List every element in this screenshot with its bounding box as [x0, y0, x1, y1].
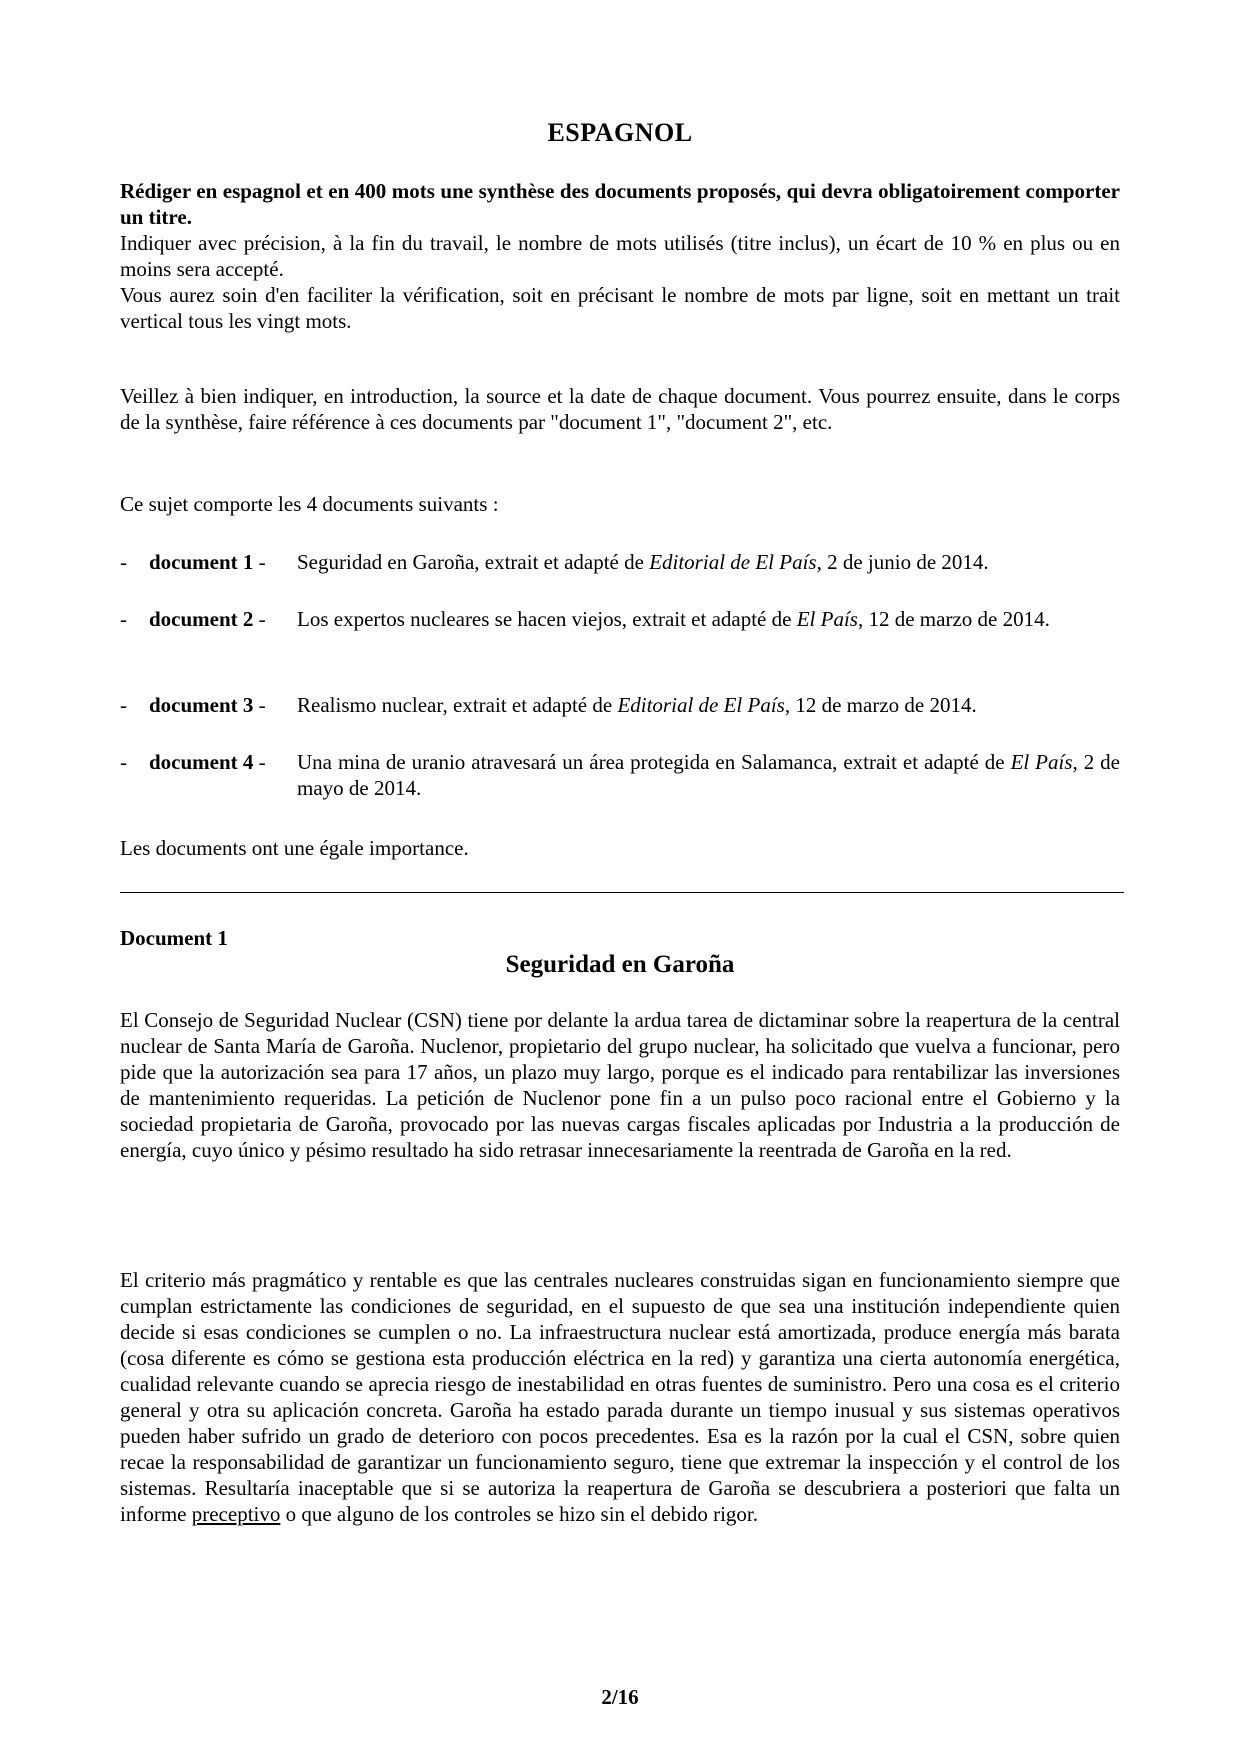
instruction-word-count: Indiquer avec précision, à la fin du travail, le nombre de mots utilisés (titre inclus), un écart de 10 % en plus ou en moins sera accepté. — [120, 231, 1120, 281]
instructions-block — [120, 178, 1120, 334]
closing-note-text: Les documents ont une égale importance. — [120, 836, 469, 860]
list-dash: - — [120, 550, 127, 574]
instruction-sources-text: Veillez à bien indiquer, en introduction, la source et la date de chaque document. Vous pourrez ensuite, dans le corps de la synthèse, faire référence à ces documents par "document 1", "document 2", etc. — [120, 384, 1120, 434]
list-item — [120, 549, 1120, 575]
list-item-text: Realismo nuclear, extrait et adapté de Editorial de El País, 12 de marzo de 2014. — [297, 693, 977, 717]
list-item-label: document 1 - — [149, 550, 266, 574]
list-item-text: Seguridad en Garoña, extrait et adapté de Editorial de El País, 2 de junio de 2014. — [297, 550, 989, 574]
list-item-text: Una mina de uranio atravesará un área protegida en Salamanca, extrait et adapté de El País, 2 de mayo de 2014. — [297, 750, 1120, 800]
source-name: El País — [1010, 750, 1073, 774]
list-item — [120, 606, 1120, 632]
article-title: Seguridad en Garoña — [505, 951, 735, 978]
underlined-word: preceptivo — [191, 1502, 281, 1526]
page-heading: ESPAGNOL — [547, 118, 693, 147]
article-paragraph-1-text: El Consejo de Seguridad Nuclear (CSN) tiene por delante la ardua tarea de dictaminar sobre la reapertura de la central nuclear de Santa María de Garoña. Nuclenor, propietario del grupo nuclear, ha solicitado que vuelva a funcionar, pero pide que la autorización sea para 17 años, un plazo muy largo, porque es el indicado para rentabilizar las inversiones de mantenimiento requeridas. La petición de Nuclenor pone fin a un pulso poco racional entre el Gobierno y la sociedad propietaria de Garoña, provocado por las nuevas cargas fiscales aplicadas por Industria a la producción de energía, cuyo único y pésimo resultado ha sido retrasar innecesariamente la reentrada de Garoña en la red. — [120, 1008, 1120, 1162]
section-divider — [120, 892, 1124, 893]
source-name: Editorial de El País, — [649, 550, 822, 574]
document1-label: Document 1 — [120, 926, 228, 950]
article-paragraph-1 — [120, 1007, 1120, 1163]
list-item — [120, 749, 1120, 801]
instructions-sources — [120, 383, 1120, 435]
list-intro-text: Ce sujet comporte les 4 documents suivants : — [120, 492, 499, 516]
closing-note — [120, 835, 1120, 861]
list-item-label: document 2 - — [149, 607, 266, 631]
list-item — [120, 692, 1120, 718]
source-name: El País — [796, 607, 858, 631]
list-intro — [120, 491, 1120, 517]
list-item-label: document 4 - — [149, 750, 266, 774]
article-paragraph-2-text: El criterio más pragmático y rentable es que las centrales nucleares construidas sigan en funcionamiento siempre que cumplan estrictamente las condiciones de seguridad, en el supuesto de que sea una institución independiente quien decide si esas condiciones se cumplen o no. La infraestructura nuclear está amortizada, produce energía más barata (cosa diferente es cómo se gestiona esta producción eléctrica en la red) y garantiza una cierta autonomía energética, cualidad relevante cuando se aprecia riesgo de inestabilidad en otras fuentes de suministro. Pero una cosa es el criterio general y otra su aplicación concreta. Garoña ha estado parada durante un tiempo inusual y sus sistemas operativos pueden haber sufrido un grado de deterioro con pocos precedentes. Esa es la razón por la cual el CSN, sobre quien recae la responsabilidad de garantizar un funcionamiento seguro, tiene que extremar la inspección y el control de los sistemas. Resultaría inaceptable que si se autoriza la reapertura de Garoña se descubriera a posteriori que falta un informe preceptivo o que alguno de los controles se hizo sin el debido rigor. — [120, 1268, 1120, 1526]
list-dash: - — [120, 750, 127, 774]
instruction-bold: Rédiger en espagnol et en 400 mots une synthèse des documents proposés, qui devra obligatoirement comporter un titre. — [120, 179, 1120, 229]
list-item-text: Los expertos nucleares se hacen viejos, extrait et adapté de El País, 12 de marzo de 2014. — [297, 607, 1050, 631]
source-name: Editorial de El País — [617, 693, 785, 717]
instruction-verification: Vous aurez soin d'en faciliter la vérification, soit en précisant le nombre de mots par ligne, soit en mettant un trait vertical tous les vingt mots. — [120, 283, 1120, 333]
list-item-label: document 3 - — [149, 693, 266, 717]
page-number: 2/16 — [601, 1685, 639, 1709]
list-dash: - — [120, 607, 127, 631]
article-paragraph-2 — [120, 1267, 1120, 1527]
list-dash: - — [120, 693, 127, 717]
